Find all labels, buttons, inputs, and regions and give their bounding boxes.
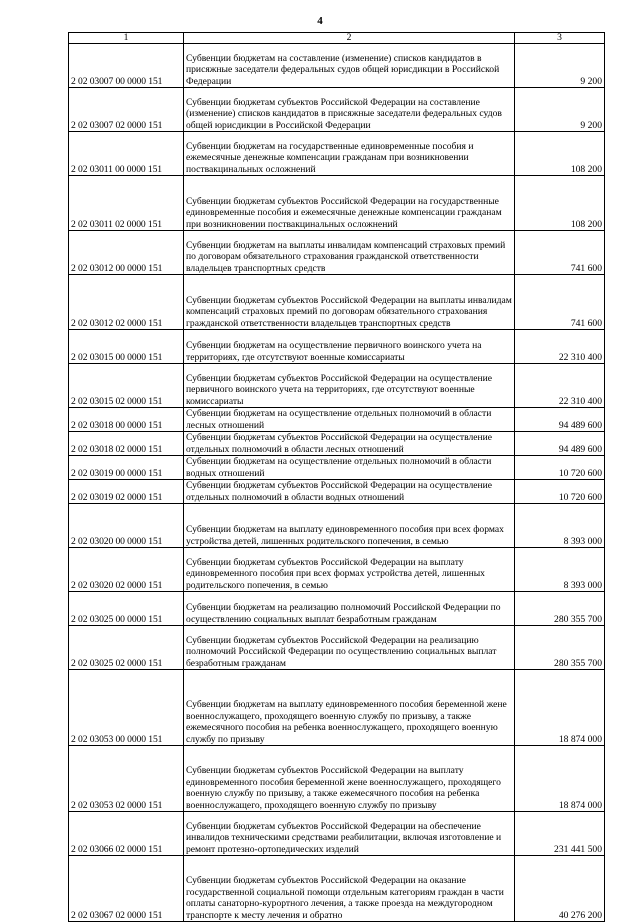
row-amount: 94 489 600 (515, 408, 605, 432)
row-code: 2 02 03053 02 0000 151 (69, 746, 184, 812)
row-description: Субвенции бюджетам субъектов Российской Федерации на выплаты инвалидам компенсаций страховых премий по договорам обязательного страхования гражданской ответственности владельцев транспортных средств (184, 275, 515, 330)
row-code: 2 02 03011 02 0000 151 (69, 176, 184, 231)
row-amount: 9 200 (515, 44, 605, 88)
table-row (69, 670, 605, 746)
table-row (69, 504, 605, 548)
table-row (69, 432, 605, 456)
row-description: Субвенции бюджетам субъектов Российской Федерации на реализацию полномочий Российской Федерации по осуществлению социальных выплат безработным гражданам (184, 626, 515, 670)
row-amount: 10 720 600 (515, 480, 605, 504)
table-row (69, 408, 605, 432)
row-amount: 18 874 000 (515, 670, 605, 746)
table-row (69, 592, 605, 626)
row-code: 2 02 03012 02 0000 151 (69, 275, 184, 330)
row-description: Субвенции бюджетам субъектов Российской Федерации на выплату единовременного пособия беременной жене военнослужащего, проходящего военную службу по призыву, а также ежемесячного пособия на ребенка военнослужащего, проходящего военную службу по призыву (184, 746, 515, 812)
row-amount: 108 200 (515, 132, 605, 176)
column-header-amount: 3 (515, 33, 605, 44)
row-code: 2 02 03015 00 0000 151 (69, 330, 184, 364)
row-code: 2 02 03019 02 0000 151 (69, 480, 184, 504)
row-amount: 94 489 600 (515, 432, 605, 456)
row-description: Субвенции бюджетам субъектов Российской Федерации на осуществление отдельных полномочий в области водных отношений (184, 480, 515, 504)
table-body (69, 44, 605, 922)
row-description: Субвенции бюджетам на составление (изменение) списков кандидатов в присяжные заседатели федеральных судов общей юрисдикции в Российской Федерации (184, 44, 515, 88)
row-code: 2 02 03019 00 0000 151 (69, 456, 184, 480)
row-amount: 8 393 000 (515, 504, 605, 548)
row-code: 2 02 03012 00 0000 151 (69, 231, 184, 275)
row-description: Субвенции бюджетам на осуществление отдельных полномочий в области лесных отношений (184, 408, 515, 432)
table-row (69, 456, 605, 480)
row-amount: 40 276 200 (515, 856, 605, 922)
page-number: 4 (317, 15, 323, 27)
table-row (69, 275, 605, 330)
table-row (69, 812, 605, 856)
row-description: Субвенции бюджетам субъектов Российской Федерации на осуществление первичного воинского учета на территориях, где отсутствуют военные комиссариаты (184, 364, 515, 408)
table-row (69, 856, 605, 922)
row-amount: 9 200 (515, 88, 605, 132)
row-description: Субвенции бюджетам субъектов Российской Федерации на государственные единовременные пособия и ежемесячные денежные компенсации гражданам при возникновении поствакцинальных осложнений (184, 176, 515, 231)
table-row (69, 746, 605, 812)
table-row (69, 132, 605, 176)
row-description: Субвенции бюджетам на выплаты инвалидам компенсаций страховых премий по договорам обязательного страхования гражданской ответственности владельцев транспортных средств (184, 231, 515, 275)
column-header-code: 1 (69, 33, 184, 44)
table-row (69, 364, 605, 408)
row-description: Субвенции бюджетам на реализацию полномочий Российской Федерации по осуществлению социальных выплат безработным гражданам (184, 592, 515, 626)
row-code: 2 02 03015 02 0000 151 (69, 364, 184, 408)
row-amount: 231 441 500 (515, 812, 605, 856)
row-description: Субвенции бюджетам на государственные единовременные пособия и ежемесячные денежные компенсации гражданам при возникновении поствакцинальных осложнений (184, 132, 515, 176)
column-header-description: 2 (184, 33, 515, 44)
row-amount: 8 393 000 (515, 548, 605, 592)
row-code: 2 02 03066 02 0000 151 (69, 812, 184, 856)
row-amount: 10 720 600 (515, 456, 605, 480)
row-code: 2 02 03025 00 0000 151 (69, 592, 184, 626)
budget-table (68, 32, 605, 922)
row-description: Субвенции бюджетам субъектов Российской Федерации на обеспечение инвалидов техническими средствами реабилитации, включая изготовление и ремонт протезно-ортопедических изделий (184, 812, 515, 856)
row-code: 2 02 03053 00 0000 151 (69, 670, 184, 746)
row-amount: 741 600 (515, 275, 605, 330)
table-row (69, 626, 605, 670)
row-description: Субвенции бюджетам на осуществление отдельных полномочий в области водных отношений (184, 456, 515, 480)
row-description: Субвенции бюджетам на осуществление первичного воинского учета на территориях, где отсутствуют военные комиссариаты (184, 330, 515, 364)
row-code: 2 02 03007 00 0000 151 (69, 44, 184, 88)
table-row (69, 480, 605, 504)
row-code: 2 02 03020 02 0000 151 (69, 548, 184, 592)
row-amount: 22 310 400 (515, 330, 605, 364)
row-amount: 280 355 700 (515, 592, 605, 626)
row-description: Субвенции бюджетам субъектов Российской Федерации на выплату единовременного пособия при всех формах устройства детей, лишенных родительского попечения, в семью (184, 548, 515, 592)
row-code: 2 02 03011 00 0000 151 (69, 132, 184, 176)
row-code: 2 02 03020 00 0000 151 (69, 504, 184, 548)
row-code: 2 02 03018 00 0000 151 (69, 408, 184, 432)
row-code: 2 02 03007 02 0000 151 (69, 88, 184, 132)
row-description: Субвенции бюджетам субъектов Российской Федерации на оказание государственной социальной помощи отдельным категориям граждан в части оплаты санаторно-курортного лечения, а также проезда на междугородном транспорте к месту лечения и обратно (184, 856, 515, 922)
row-description: Субвенции бюджетам субъектов Российской Федерации на составление (изменение) списков кандидатов в присяжные заседатели федеральных судов общей юрисдикции в Российской Федерации (184, 88, 515, 132)
table-row (69, 88, 605, 132)
row-amount: 18 874 000 (515, 746, 605, 812)
row-amount: 741 600 (515, 231, 605, 275)
row-description: Субвенции бюджетам на выплату единовременного пособия при всех формах устройства детей, лишенных родительского попечения, в семью (184, 504, 515, 548)
row-code: 2 02 03025 02 0000 151 (69, 626, 184, 670)
table-row (69, 44, 605, 88)
row-amount: 22 310 400 (515, 364, 605, 408)
table-row (69, 548, 605, 592)
row-amount: 108 200 (515, 176, 605, 231)
row-code: 2 02 03018 02 0000 151 (69, 432, 184, 456)
row-description: Субвенции бюджетам субъектов Российской Федерации на осуществление отдельных полномочий в области лесных отношений (184, 432, 515, 456)
row-code: 2 02 03067 02 0000 151 (69, 856, 184, 922)
table-row (69, 231, 605, 275)
table-row (69, 330, 605, 364)
column-header-row (69, 33, 605, 44)
table-row (69, 176, 605, 231)
row-amount: 280 355 700 (515, 626, 605, 670)
row-description: Субвенции бюджетам на выплату единовременного пособия беременной жене военнослужащего, проходящего военную службу по призыву, а также ежемесячного пособия на ребенка военнослужащего, проходящего военную службу по призыву (184, 670, 515, 746)
